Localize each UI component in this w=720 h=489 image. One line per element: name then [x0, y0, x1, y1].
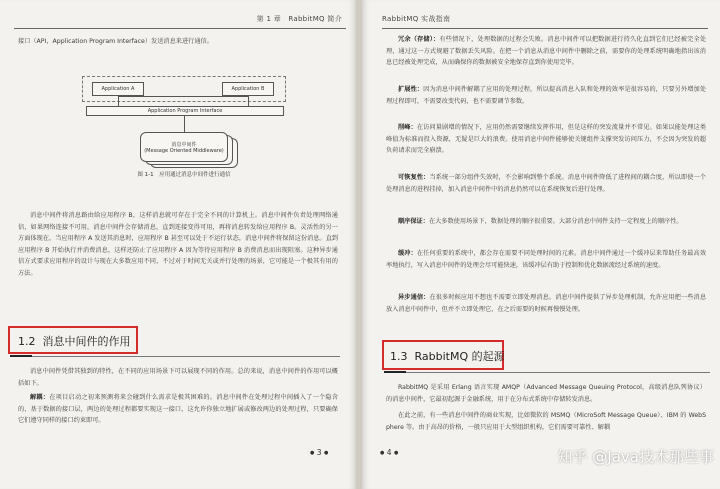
section-1-2-number: 1.2 — [18, 335, 36, 348]
recoverability-paragraph — [386, 172, 706, 195]
figure-link-api-mom — [184, 116, 185, 132]
section-1-2-heading — [18, 333, 131, 349]
decoupling-text: 在项目启动之初来预测将来会碰到什么需求是极其困难的。消息中间件在处理过程中间插入了一个隐含的、基于数据的接口层，两边的处理过程都要实现这一接口，这允许你独立地扩展或修改两边的处理过程，只要确保它们遵守同样的接口约束即可。 — [18, 394, 338, 424]
async-paragraph — [386, 292, 706, 315]
figure-app-b-box: Application B — [222, 82, 274, 96]
figure-caption: 图 1-1 应用通过消息中间件进行通信 — [137, 172, 231, 178]
section-1-3-rule-mark — [384, 371, 406, 373]
buffering-term: 缓冲： — [398, 250, 417, 257]
right-page-number: ● 4 ● — [380, 448, 399, 457]
figure-link-a-api — [118, 96, 119, 106]
left-paragraph-2: 消息中间件凭借其独到的特性，在不同的应用场景下可以展现不同的作用。总的来说，消息中间件的作用可以概括如下。 — [18, 368, 338, 387]
recoverability-term: 可恢复性： — [398, 174, 430, 181]
figure-app-link — [118, 96, 248, 97]
figure-mom-box — [140, 132, 228, 162]
left-header-rule — [14, 28, 346, 29]
left-paragraph-1: 消息中间件将消息路由给应用程序 B，这样消息就可存在于完全不同的计算机上。消息中间件负责处理网络通信，如果网络连接不可用，消息中间件会存储消息，直到连接变得可用，再将消息转发给应用程序 B。灵活性的另一方面体现在，当应用程序 A 发送其消息时，应用程序 B 甚至可以处于不运行状态，消息中间件将保留这份消息。直到应用程序 B 开始执行并消费消息，这样还防止了应用程序 A 因为等待应用程序 B 消费消息而出现阻塞。这种异步通信方式要求应用程序的设计与现在大多数应用不同，不过对于时间无关或并行处理的场景，它可能是一个极其有用的方法。 — [18, 212, 338, 277]
figure-mom-sublabel: (Message Oriented Middleware) — [144, 147, 224, 154]
figure-mom-label: 消息中间件 — [171, 141, 197, 148]
rabbitmq-origin-paragraph-1: RabbitMQ 是采用 Erlang 语言实现 AMQP（Advanced Message Queuing Protocol，高级消息队列协议）的消息中间件，它最初起源于金融系统，用于在分布式系统中存储转发消息。 — [386, 384, 706, 403]
peak-shaving-term: 削峰： — [398, 124, 417, 131]
ordering-term: 顺序保证： — [398, 218, 429, 225]
ordering-text: 在大多数使用场景下，数据处理的顺序很重要。大部分消息中间件支持一定程度上的顺序性。 — [428, 218, 683, 225]
left-page-number: ● 3 ● — [310, 448, 329, 457]
section-1-2-title: 消息中间件的作用 — [42, 335, 131, 348]
scalability-term: 扩展性： — [398, 86, 424, 93]
figure-link-b-api — [248, 96, 249, 106]
section-1-3-heading — [390, 348, 505, 364]
zhihu-watermark: 知乎 @Java技术那些事 — [557, 448, 714, 466]
left-running-head: 第 1 章 RabbitMQ 简介 — [256, 15, 342, 23]
left-paragraph-3 — [18, 392, 338, 427]
section-1-3-title: RabbitMQ 的起源 — [414, 350, 505, 363]
peak-shaving-text: 在访问量剧增的情况下，应用仍然需要继续发挥作用，但是这样的突发流量并不常见。如果以能处理这类峰值为标准而投入资源，无疑是巨大的浪费。使用消息中间件能够使关键组件支撑突发访问压力，不会因为突发的超负荷请求而完全崩溃。 — [386, 124, 707, 154]
section-1-3-rule — [384, 372, 710, 373]
redundancy-text: 有些情况下，处理数据的过程会失败。消息中间件可以把数据进行持久化直到它们已经被完全处理，通过这一方式规避了数据丢失风险。在把一个消息从消息中间件中删除之前，需要你的处理系统明确地指出该消息已经被处理完成，从而确保你的数据被安全地保存直到你使用完毕。 — [386, 36, 707, 66]
right-page — [362, 0, 720, 489]
redundancy-paragraph — [386, 34, 706, 69]
right-page-number-value: 4 — [386, 448, 392, 457]
redundancy-term: 冗余（存储）： — [398, 36, 440, 43]
recoverability-text: 当系统一部分组件失效时，不会影响到整个系统。消息中间件降低了进程间的耦合度，所以即使一个处理消息的进程挂掉，加入消息中间件中的消息仍然可以在系统恢复后进行处理。 — [386, 174, 707, 193]
left-page — [0, 0, 356, 489]
section-1-2-rule-mark — [10, 355, 32, 357]
section-1-3-number: 1.3 — [390, 350, 408, 363]
scalability-paragraph — [386, 84, 706, 107]
peak-shaving-paragraph — [386, 122, 706, 157]
figure-1-1 — [82, 76, 292, 186]
ordering-paragraph — [386, 216, 706, 228]
buffering-text: 在任何重要的系统中，都会存在需要不同处理时间的元素。消息中间件通过一个缓冲层来帮助任务最高效率地执行，写入消息中间件的处理会尽可能快速，该缓冲层有助于控制和优化数据流经过系统的速度。 — [386, 250, 707, 269]
async-term: 异步通信： — [398, 294, 430, 301]
async-text: 在很多时候应用不想也不需要立即处理消息。消息中间件提供了异步处理机制，允许应用把一些消息放入消息中间件中，但并不立即处理它，在之后需要的时候再慢慢处理。 — [386, 294, 707, 313]
right-running-head: RabbitMQ 实战指南 — [382, 15, 451, 23]
right-header-rule — [382, 28, 708, 29]
scalability-text: 因为消息中间件解耦了应用的处理过程，所以提高消息入队和处理的效率是很容易的，只要另外增加处理过程即可，不需要改变代码，也不需要调节参数。 — [386, 86, 707, 105]
figure-api-bar: Application Program Interface — [86, 106, 284, 116]
left-page-number-value: 3 — [316, 448, 322, 457]
section-1-2-rule — [10, 356, 340, 357]
left-intro-line: 接口（API，Application Program Interface）发送消息来进行通信。 — [18, 38, 213, 45]
buffering-paragraph — [386, 248, 706, 271]
rabbitmq-origin-paragraph-2: 在此之前，有一些消息中间件的商业实现，比如微软的 MSMQ（MicroSoft Message Queue）、IBM 的 WebSphere 等。由于高昂的价格，一般只应用于大型组织机构，它们需要可靠性、解耦 — [386, 412, 706, 431]
figure-app-a-box: Application A — [92, 82, 144, 96]
decoupling-term: 解耦： — [30, 394, 50, 401]
